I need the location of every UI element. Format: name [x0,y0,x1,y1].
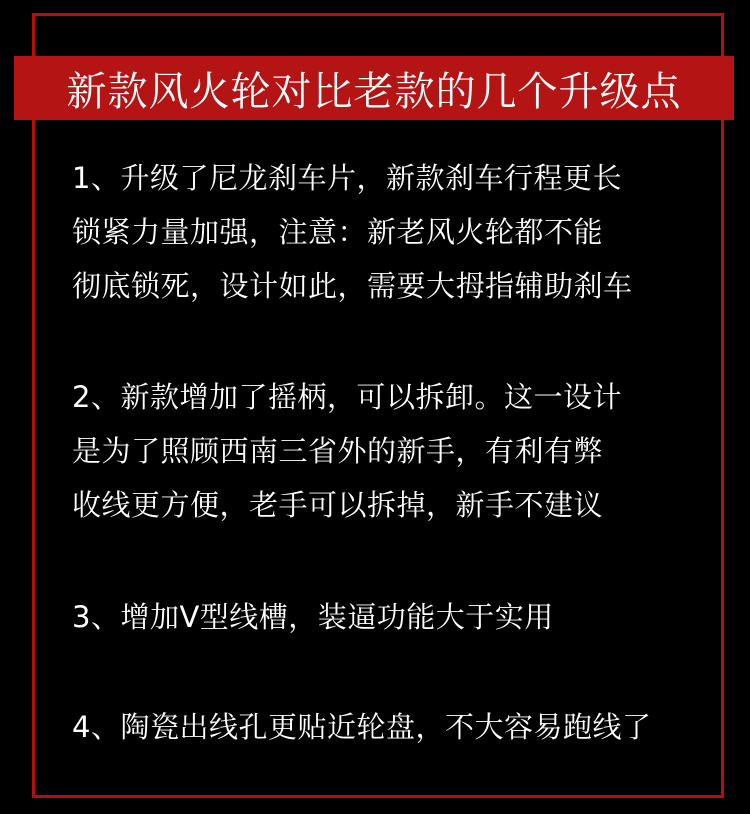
upgrade-point-4 [72,700,712,754]
point-4-line-1: 4、陶瓷出线孔更贴近轮盘，不大容易跑线了 [72,710,652,744]
point-2-line-2: 是为了照顾西南三省外的新手，有利有弊 [72,434,604,468]
upgrade-point-2 [72,370,712,532]
upgrade-point-1 [72,151,712,313]
title-banner [14,56,734,120]
point-3-line-1: 3、增加V型线槽，装逼功能大于实用 [72,600,554,634]
page-title: 新款风火轮对比老款的几个升级点 [66,68,682,115]
point-2-line-1: 2、新款增加了摇柄，可以拆卸。这一设计 [72,380,622,414]
upgrade-point-3 [72,590,712,644]
point-2-line-3: 收线更方便，老手可以拆掉，新手不建议 [72,488,604,522]
point-1-line-1: 1、升级了尼龙刹车片，新款刹车行程更长 [72,161,622,195]
point-1-line-2: 锁紧力量加强，注意：新老风火轮都不能 [72,215,604,249]
point-1-line-3: 彻底锁死，设计如此，需要大拇指辅助刹车 [72,269,633,303]
